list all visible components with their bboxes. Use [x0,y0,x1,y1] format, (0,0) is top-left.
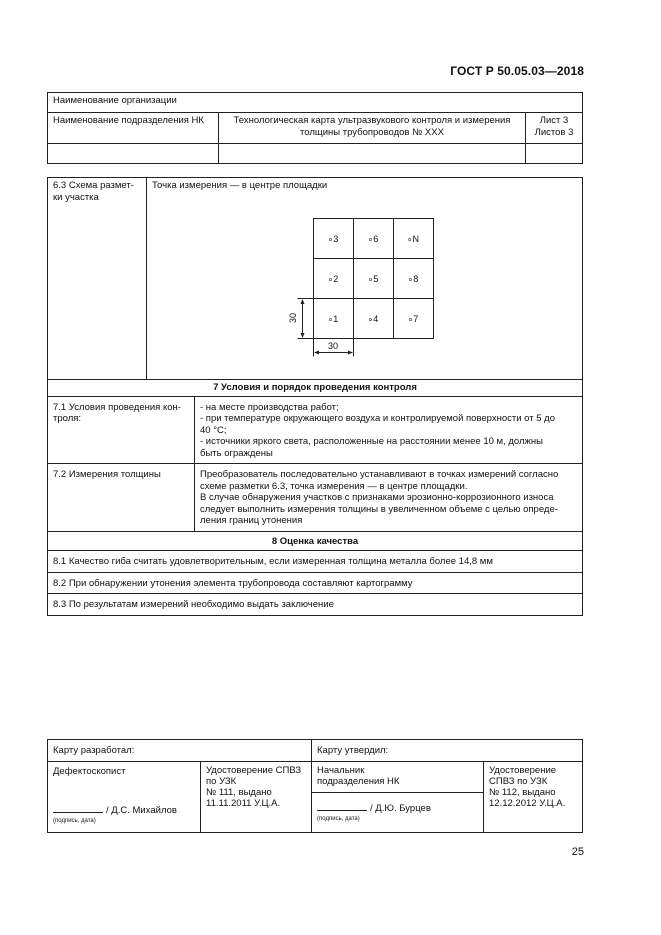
horizontal-dimension-label: 30 [327,341,339,351]
arrow-head [348,351,353,355]
developer-cell [48,762,201,833]
certificate-line: Удостоверение СПВЗ [206,765,302,776]
condition-line: быть ограждены [200,447,273,459]
thickness-text-cell [195,464,583,532]
developer-certificate-cell [201,762,312,833]
approver-certificate-cell [484,762,583,833]
measure-point-label: ∘6 [367,234,379,244]
arrow-head [301,299,305,304]
scheme-label-line: ки участка [53,191,99,203]
scheme-cell [147,178,583,380]
condition-line: - при температуре окружающего воздуха и контролируемой поверхности от 5 до [200,413,555,424]
condition-line: 40 °С; [200,424,227,436]
measure-point-label: ∘3 [327,234,339,244]
certificate-line: № 111, выдано [206,787,272,798]
developer-name: / Д.С. Михайлов [106,805,177,816]
vertical-dimension [298,299,314,339]
procedure-line: Преобразователь последовательно устанавливают в точках измерений согласно [200,469,559,480]
measure-point-label: ∘N [406,234,420,244]
sheet-count: Листов 3 [534,126,574,138]
signature-caption: (подпись, дата) [317,816,360,822]
conditions-text-cell [195,396,583,464]
scheme-label-cell [48,178,147,380]
main-table [47,177,583,616]
organization-name-cell: Наименование организации [48,93,583,113]
procedure-line: следует выполнить измерения толщины в увеличенном объеме с целью опреде- [200,503,558,515]
signature-table [47,739,583,833]
certificate-line: 11.11.2011 У.Ц.А. [206,798,281,809]
condition-line: - на месте производства работ; [200,401,339,413]
certificate-line: № 112, выдано [489,787,556,798]
quality-item-3: 8.3 По результатам измерений необходимо выдать заключение [48,594,583,616]
page-number: 25 [571,846,584,858]
approver-cell [312,762,484,833]
measure-point-label: ∘1 [327,314,339,324]
condition-line: - источники яркого света, расположенные на расстоянии менее 10 м, должны [200,436,543,447]
developed-by-label: Карту разработал: [48,740,312,762]
procedure-line: схеме разметки 6.3, точка измерения — в центре площадки. [200,480,468,492]
arrow-head [314,351,319,355]
measure-point-label: ∘8 [407,274,419,284]
signature-line [53,804,103,813]
developer-signature [53,804,177,827]
developer-role: Дефектоскопист [53,766,126,777]
empty-cell [219,144,526,164]
certificate-line: Удостоверение [489,765,557,776]
certificate-line: по УЗК [206,776,237,787]
section-7-title: 7 Условия и порядок проведения контроля [48,380,583,397]
empty-cell [48,144,219,164]
sheet-info-cell [526,113,583,144]
measure-point-label: ∘2 [327,274,339,284]
procedure-line: ления границ утонения [200,515,303,526]
thickness-label-cell: 7.2 Измерения толщины [48,464,195,532]
conditions-label-line: 7.1 Условия проведения кон- [53,401,181,413]
quality-item-1: 8.1 Качество гиба считать удовлетворительным, если измеренная толщина металла более 14,8 мм [48,551,583,573]
approver-role [312,762,483,793]
header-table [47,92,583,164]
document-title-line: Технологическая карта ультразвукового контроля и измерения [233,115,511,126]
scheme-caption: Точка измерения — в центре площадки [152,180,328,191]
measure-point-label: ∘5 [367,274,379,284]
sheet-number: Лист 3 [539,115,569,126]
measure-point-label: ∘4 [367,314,379,324]
approver-role-line: Начальник [317,765,365,776]
measure-point-label: ∘7 [407,314,419,324]
signature-line [317,802,367,811]
approved-by-label: Карту утвердил: [312,740,583,762]
conditions-label-cell [48,396,195,464]
scheme-label-line: 6.3 Схема размет- [53,180,134,191]
marking-grid-diagram [287,218,447,368]
approver-name: / Д.Ю. Бурцев [370,803,431,814]
conditions-label-line: троля: [53,413,82,424]
unit-name-cell: Наименование подразделения НК [48,113,219,144]
certificate-line: 12.12.2012 У.Ц.А. [489,798,566,809]
quality-item-2: 8.2 При обнаружении утонения элемента трубопровода составляют картограмму [48,572,583,594]
arrow-head [301,333,305,338]
document-title-cell [219,113,526,144]
signature-caption: (подпись, дата) [53,818,96,824]
vertical-dimension-label: 30 [288,312,298,324]
approver-role-line: подразделения НК [317,776,400,787]
procedure-line: В случае обнаружения участков с признаками эрозионно-коррозионного износа [200,492,554,503]
document-code: ГОСТ Р 50.05.03—2018 [450,64,584,78]
approver-signature [312,793,483,828]
empty-cell [526,144,583,164]
document-title-line: толщины трубопроводов № XXX [300,126,444,138]
section-8-title: 8 Оценка качества [48,531,583,551]
certificate-line: СПВЗ по УЗК [489,776,548,787]
